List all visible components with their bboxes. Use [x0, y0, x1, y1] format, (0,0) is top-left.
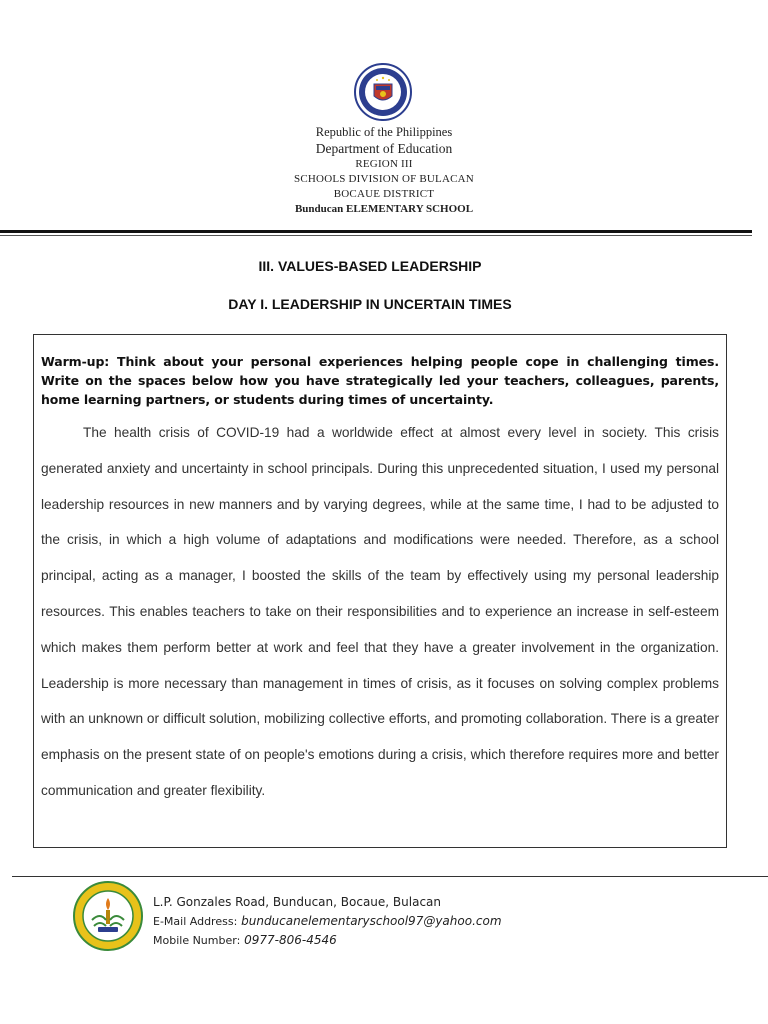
warmup-prompt: Warm-up: Think about your personal experiences helping people cope in challenging times. Write on the spaces below how you have strategically led your teachers, colleagues, parents, home learning partners, or students during times of uncertainty. — [41, 354, 719, 407]
header-divider-thin — [0, 235, 752, 236]
footer-contact — [153, 893, 502, 950]
deped-seal-icon — [346, 62, 420, 122]
region-text: REGION III — [355, 158, 413, 170]
school-name: Bunducan ELEMENTARY SCHOOL — [294, 203, 474, 215]
response-box — [33, 334, 727, 848]
mobile-number: 0977-806-4546 — [244, 933, 337, 947]
day-heading: DAY I. LEADERSHIP IN UNCERTAIN TIMES — [228, 296, 512, 312]
division-text: SCHOOLS DIVISION OF BULACAN — [294, 173, 474, 185]
school-seal-icon — [72, 880, 144, 952]
response-paragraph: The health crisis of COVID-19 had a worldwide effect at almost every level in society. This crisis generated anxiety and uncertainty in school principals. During this unprecedented situation, I used my personal leadership resources in new manners and by varying degrees, while at the same time, I had to be adjusted to the crisis, in which a high volume of adaptations and modifications were needed. Therefore, as a school principal, acting as a manager, I boosted the skills of the team by effectively using my personal leadership resources. This enables teachers to take on their responsibilities and to experience an increase in self-esteem which makes them perform better at work and feel that they have a greater involvement in the organization. Leadership is more necessary than management in times of crisis, as it focuses on solving complex problems with an unknown or difficult solution, mobilizing collective efforts, and promoting collaboration. There is a greater emphasis on the present state of on people's emotions during a crisis, which therefore requires more and better communication and greater flexibility. — [41, 425, 719, 798]
district-text: BOCAUE DISTRICT — [333, 188, 435, 200]
republic-text: Republic of the Philippines — [315, 125, 453, 139]
address-text: L.P. Gonzales Road, Bunducan, Bocaue, Bulacan — [153, 895, 441, 909]
department-text: Department of Education — [315, 141, 453, 156]
email-label: E-Mail Address: — [153, 915, 238, 928]
header-divider-thick — [0, 230, 752, 233]
footer-divider — [12, 876, 768, 877]
section-heading: III. VALUES-BASED LEADERSHIP — [258, 258, 482, 274]
mobile-label: Mobile Number: — [153, 934, 241, 947]
letterhead — [0, 124, 768, 217]
email-address[interactable]: bunducanelementaryschool97@yahoo.com — [241, 914, 502, 928]
